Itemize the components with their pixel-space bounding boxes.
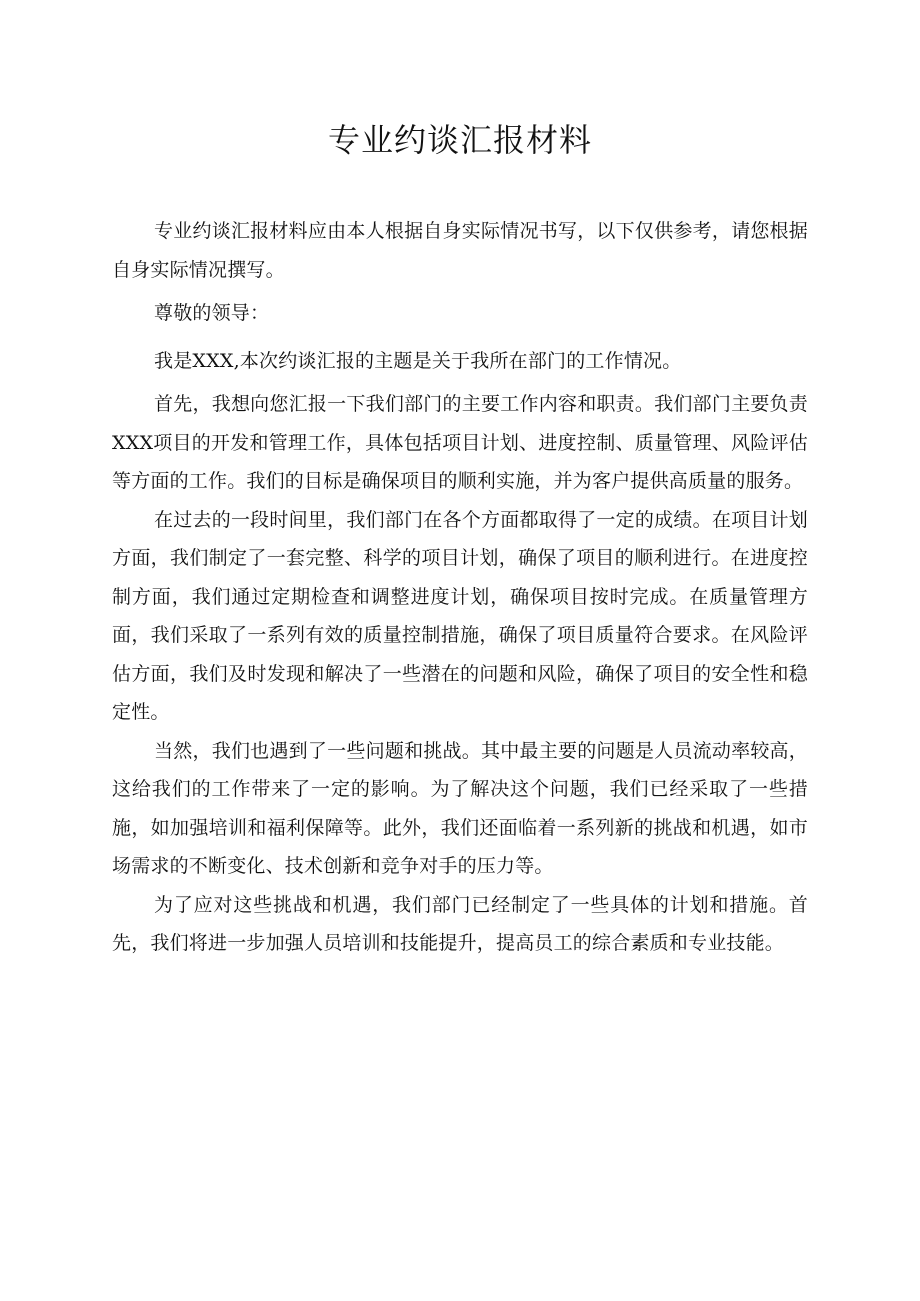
paragraph-achievements: 在过去的一段时间里，我们部门在各个方面都取得了一定的成绩。在项目计划方面，我们制定了一套完整、科学的项目计划，确保了项目的顺利进行。在进度控制方面，我们通过定期检查和调整进度计划，确保项目按时完成。在质量管理方面，我们采取了一系列有效的质量控制措施，确保了项目质量符合要求。在风险评估方面，我们及时发现和解决了一些潜在的问题和风险，确保了项目的安全性和稳定性。 <box>112 508 808 723</box>
paragraph-instruction: 专业约谈汇报材料应由本人根据自身实际情况书写，以下仅供参考，请您根据自身实际情况撰写。 <box>112 220 808 281</box>
paragraph-salutation: 尊敬的领导： <box>154 302 270 324</box>
paragraph-responsibilities: 首先，我想向您汇报一下我们部门的主要工作内容和职责。我们部门主要负责XXX项目的开发和管理工作，具体包括项目计划、进度控制、质量管理、风险评估等方面的工作。我们的目标是确保项目的顺利实施，并为客户提供高质量的服务。 <box>112 393 808 492</box>
paragraph-challenges: 当然，我们也遇到了一些问题和挑战。其中最主要的问题是人员流动率较高，这给我们的工作带来了一定的影响。为了解决这个问题，我们已经采取了一些措施，如加强培训和福利保障等。此外，我们还面临着一系列新的挑战和机遇，如市场需求的不断变化、技术创新和竞争对手的压力等。 <box>112 739 808 877</box>
document-title: 专业约谈汇报材料 <box>327 121 592 159</box>
document-body <box>112 212 808 963</box>
paragraph-plans: 为了应对这些挑战和机遇，我们部门已经制定了一些具体的计划和措施。首先，我们将进一步加强人员培训和技能提升，提高员工的综合素质和专业技能。 <box>112 893 808 954</box>
paragraph-introduction: 我是XXX,本次约谈汇报的主题是关于我所在部门的工作情况。 <box>154 350 682 372</box>
